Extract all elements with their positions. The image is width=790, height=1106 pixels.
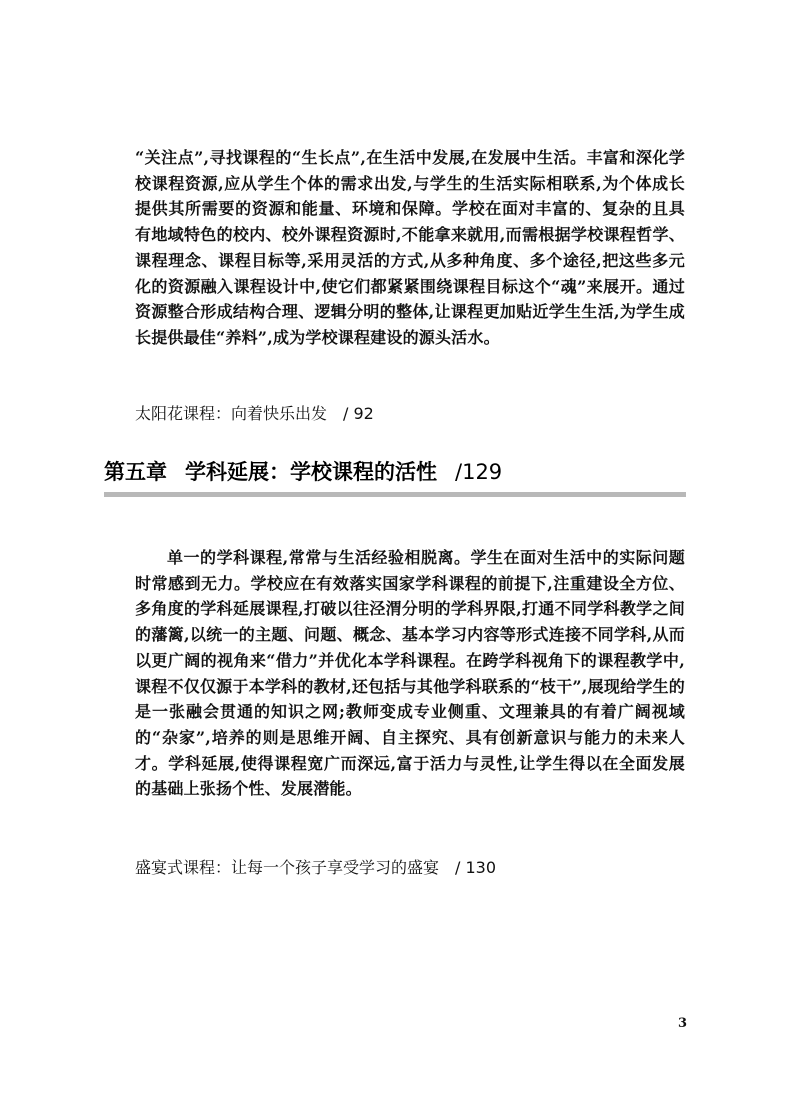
toc-entry-title: 盛宴式课程：让每一个孩子享受学习的盛宴 xyxy=(135,858,440,877)
chapter-divider xyxy=(104,492,686,497)
toc-entry-sunflower-course[interactable] xyxy=(135,401,374,424)
chapter-number: 第五章 xyxy=(104,460,167,484)
page-number: 3 xyxy=(678,1016,688,1031)
toc-entry-separator: / xyxy=(343,404,349,423)
chapter-separator: / xyxy=(455,460,463,484)
toc-entry-page: 92 xyxy=(353,404,374,423)
body-paragraph-top: “关注点”,寻找课程的“生长点”,在生活中发展,在发展中生活。丰富和深化学校课程资源,应从学生个体的需求出发,与学生的生活实际相联系,为个体成长提供其所需要的资源和能量、环境和保障。学校在面对丰富的、复杂的且具有地域特色的校内、校外课程资源时,不能拿来就用,而需根据学校课程哲学、课程理念、课程目标等,采用灵活的方式,从多种角度、多个途径,把这些多元化的资源融入课程设计中,使它们都紧紧围绕课程目标这个“魂”来展开。通过资源整合形成结构合理、逻辑分明的整体,让课程更加贴近学生生活,为学生成长提供最佳“养料”,成为学校课程建设的源头活水。 xyxy=(135,148,685,347)
chapter-title: 学科延展：学校课程的活性 xyxy=(185,460,437,484)
chapter-page xyxy=(455,460,502,484)
toc-entry-separator: / xyxy=(455,858,461,877)
toc-entry-feast-course[interactable] xyxy=(135,855,496,878)
toc-entry-page: 130 xyxy=(465,858,497,877)
body-paragraph-second: 单一的学科课程,常常与生活经验相脱离。学生在面对生活中的实际问题时常感到无力。学校应在有效落实国家学科课程的前提下,注重建设全方位、多角度的学科延展课程,打破以往泾渭分明的学科界限,打通不同学科教学之间的藩篱,以统一的主题、问题、概念、基本学习内容等形式连接不同学科,从而以更广阔的视角来“借力”并优化本学科课程。在跨学科视角下的课程教学中,课程不仅仅源于本学科的教材,还包括与其他学科联系的“枝干”,展现给学生的是一张融会贯通的知识之网;教师变成专业侧重、文理兼具的有着广阔视域的“杂家”,培养的则是思维开阔、自主探究、具有创新意识与能力的未来人才。学科延展,使得课程宽广而深远,富于活力与灵性,让学生得以在全面发展的基础上张扬个性、发展潜能。 xyxy=(135,548,685,799)
chapter-page-number: 129 xyxy=(462,460,503,484)
toc-entry-title: 太阳花课程：向着快乐出发 xyxy=(135,404,328,423)
chapter-heading[interactable] xyxy=(104,456,502,486)
